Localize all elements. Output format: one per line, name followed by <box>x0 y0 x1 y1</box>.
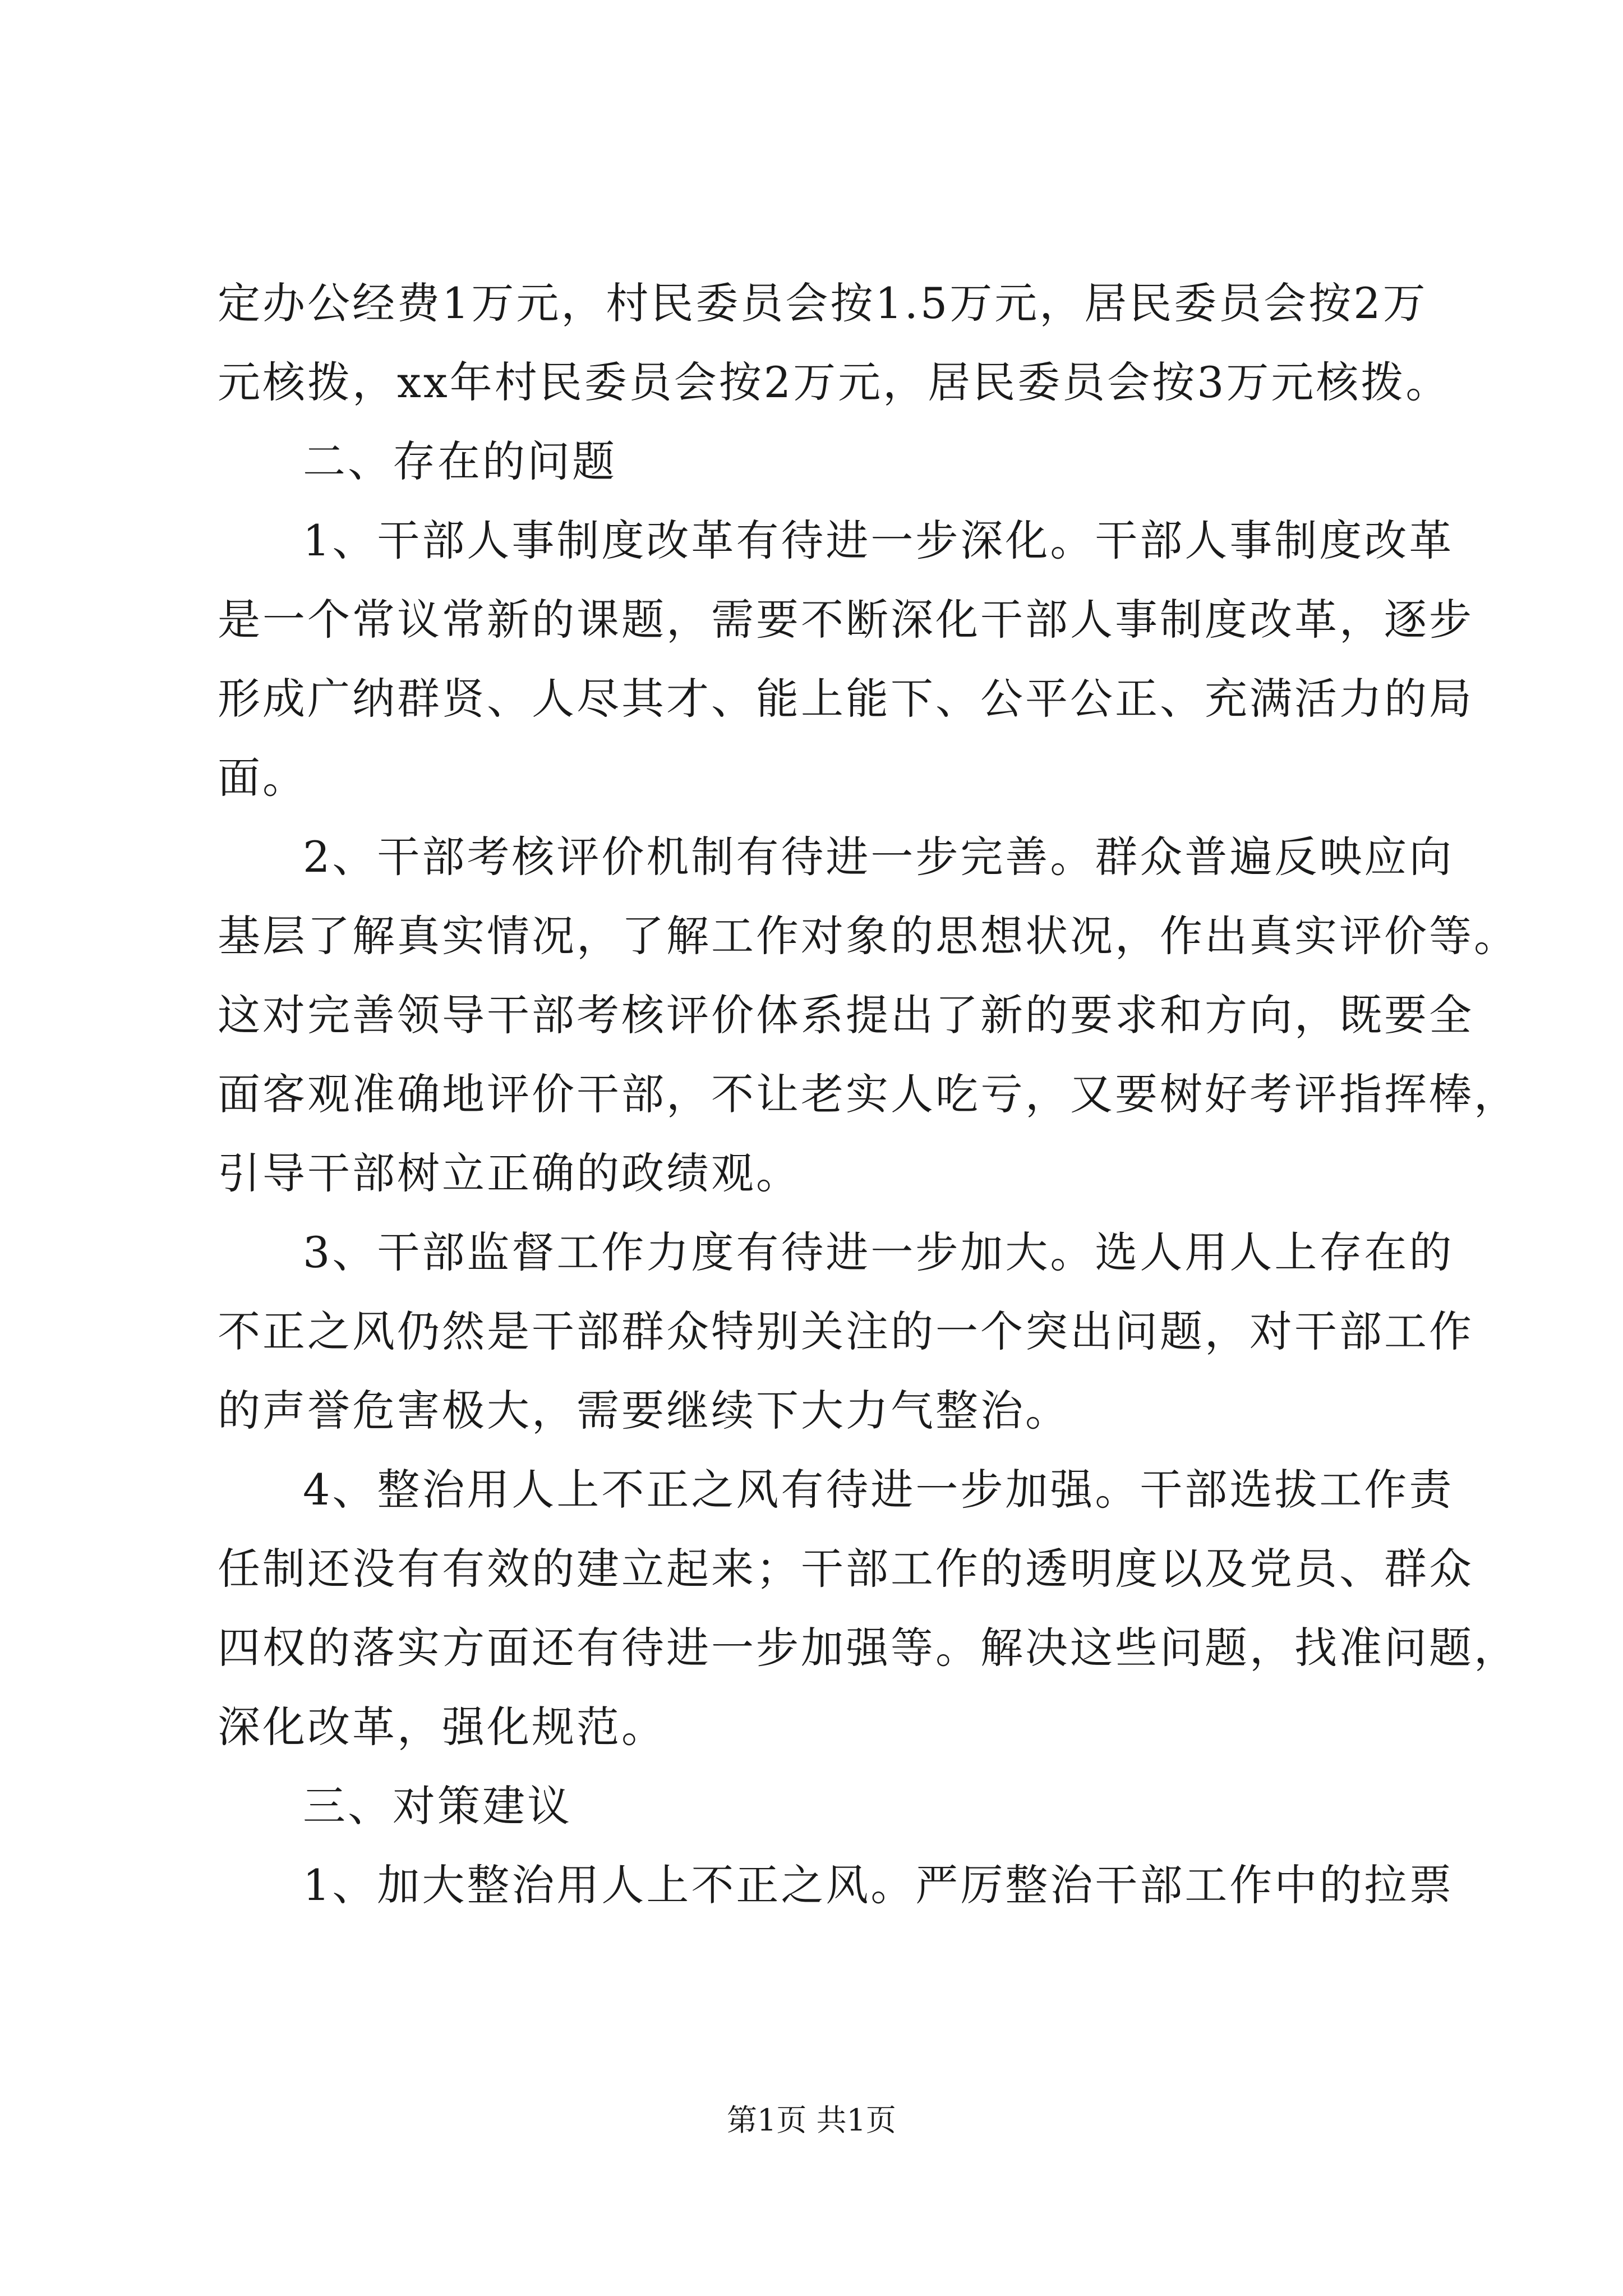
text-line: 不正之风仍然是干部群众特别关注的一个突出问题，对干部工作 <box>218 1306 1474 1356</box>
text-line: 面客观准确地评价干部，不让老实人吃亏，又要树好考评指挥棒， <box>218 1069 1519 1119</box>
text-line: 面。 <box>218 753 307 803</box>
text-line: 1、加大整治用人上不正之风。严厉整治干部工作中的拉票 <box>303 1860 1454 1910</box>
text-line: 是一个常议常新的课题，需要不断深化干部人事制度改革，逐步 <box>218 595 1474 645</box>
text-line: 这对完善领导干部考核评价体系提出了新的要求和方向，既要全 <box>218 990 1474 1040</box>
text-line: 1、干部人事制度改革有待进一步深化。干部人事制度改革 <box>303 516 1454 565</box>
text-line: 任制还没有有效的建立起来；干部工作的透明度以及党员、群众 <box>218 1544 1474 1594</box>
section-heading: 二、存在的问题 <box>303 436 617 486</box>
text-line: 4、整治用人上不正之风有待进一步加强。干部选拔工作责 <box>303 1465 1454 1515</box>
text-line: 元核拨，xx年村民委员会按2万元，居民委员会按3万元核拨。 <box>218 357 1451 407</box>
text-line: 引导干部树立正确的政绩观。 <box>218 1148 801 1198</box>
text-line: 的声誉危害极大，需要继续下大力气整治。 <box>218 1386 1070 1435</box>
text-line: 四权的落实方面还有待进一步加强等。解决这些问题，找准问题， <box>218 1623 1519 1673</box>
text-line: 基层了解真实情况，了解工作对象的思想状况，作出真实评价等。 <box>218 911 1519 961</box>
text-line: 深化改革，强化规范。 <box>218 1702 666 1752</box>
text-line: 形成广纳群贤、人尽其才、能上能下、公平公正、充满活力的局 <box>218 674 1474 724</box>
text-line: 2、干部考核评价机制有待进一步完善。群众普遍反映应向 <box>303 832 1454 882</box>
text-line: 定办公经费1万元，村民委员会按1.5万元，居民委员会按2万 <box>218 278 1428 328</box>
section-heading: 三、对策建议 <box>303 1781 572 1831</box>
document-body <box>218 264 1519 1925</box>
page-footer: 第1页 共1页 <box>727 2102 896 2138</box>
text-line: 3、干部监督工作力度有待进一步加大。选人用人上存在的 <box>303 1227 1454 1277</box>
